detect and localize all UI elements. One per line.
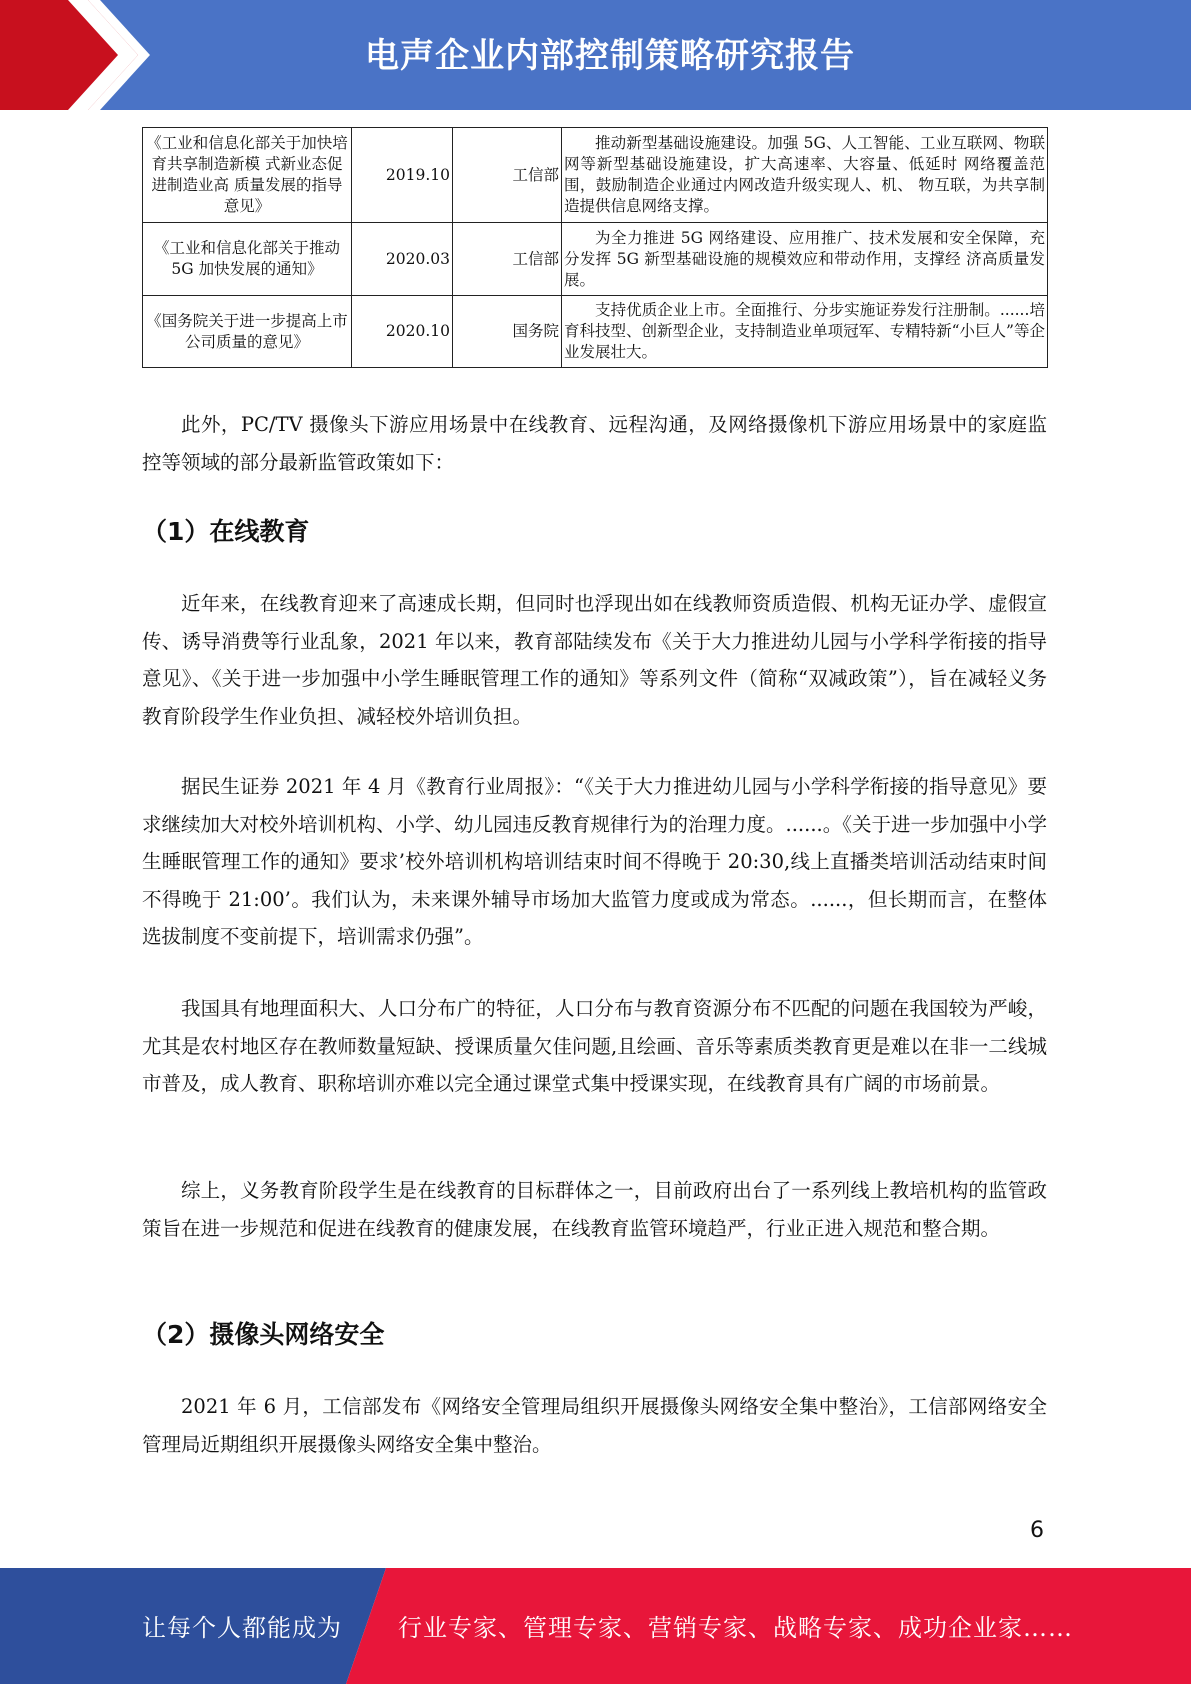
policy-dept-cell: 工信部 [453, 128, 562, 223]
paragraph: 我国具有地理面积大、人口分布广的特征，人口分布与教育资源分布不匹配的问题在我国较为严峻，尤其是农村地区存在教师数量短缺、授课质量欠佳问题,且绘画、音乐等素质类教育更是难以在非一二线城市普及，成人教育、职称培训亦难以完全通过课堂式集中授课实现，在线教育具有广阔的市场前景。 [142, 997, 1047, 1095]
page-header [0, 0, 1191, 110]
table-row [143, 128, 1048, 223]
policy-name-cell: 《工业和信息化部关于推动 5G 加快发展的通知》 [143, 223, 352, 296]
page-number: 6 [1030, 1518, 1044, 1543]
section-heading-camera-security: （2）摄像头网络安全 [142, 1320, 385, 1349]
paragraph: 2021 年 6 月，工信部发布《网络安全管理局组织开展摄像头网络安全集中整治》，工信部网络安全管理局近期组织开展摄像头网络安全集中整治。 [142, 1395, 1047, 1456]
policy-table [142, 127, 1048, 368]
paragraph: 据民生证券 2021 年 4 月《教育行业周报》：“《关于大力推进幼儿园与小学科学衔接的指导意见》要求继续加大对校外培训机构、小学、幼儿园违反教育规律行为的治理力度。......。《关于进一步加强中小学生睡眠管理工作的通知》要求’校外培训机构培训结束时间不得晚于 20:30,线上直播类培训活动结束时间不得晚于 21:00’。我们认为，未来课外辅导市场加大监管力度或成为常态。......，但长期而言，在整体选拔制度不变前提下，培训需求仍强”。 [142, 775, 1047, 948]
policy-date-cell: 2019.10 [352, 128, 453, 223]
policy-content-cell: 推动新型基础设施建设。加强 5G、人工智能、工业互联网、物联网等新型基础设施建设，扩大高速率、大容量、低延时 网络覆盖范围，鼓励制造企业通过内网改造升级实现人、机、 物互联，为共享制造提供信息网络支撑。 [562, 128, 1048, 223]
table-row [143, 296, 1048, 368]
page-footer [0, 1568, 1191, 1684]
paragraph: 近年来，在线教育迎来了高速成长期，但同时也浮现出如在线教师资质造假、机构无证办学、虚假宣传、诱导消费等行业乱象，2021 年以来，教育部陆续发布《关于大力推进幼儿园与小学科学衔接的指导意见》、《关于进一步加强中小学生睡眠管理工作的通知》等系列文件（简称“双减政策”），旨在减轻义务教育阶段学生作业负担、减轻校外培训负担。 [142, 592, 1047, 728]
paragraph: 综上，义务教育阶段学生是在线教育的目标群体之一，目前政府出台了一系列线上教培机构的监管政策旨在进一步规范和促进在线教育的健康发展，在线教育监管环境趋严，行业正进入规范和整合期。 [142, 1179, 1047, 1240]
policy-dept-cell: 工信部 [453, 223, 562, 296]
footer-slogan-left: 让每个人都能成为 [142, 1614, 342, 1642]
policy-content-cell: 为全力推进 5G 网络建设、应用推广、技术发展和安全保障，充分发挥 5G 新型基础设施的规模效应和带动作用，支撑经 济高质量发展。 [562, 223, 1048, 296]
policy-content-cell: 支持优质企业上市。全面推行、分步实施证券发行注册制。......培育科技型、创新型企业，支持制造业单项冠军、专精特新“小巨人”等企业发展壮大。 [562, 296, 1048, 368]
report-title: 电声企业内部控制策略研究报告 [365, 36, 855, 76]
policy-dept-cell: 国务院 [453, 296, 562, 368]
policy-name-cell: 《工业和信息化部关于加快培育共享制造新模 式新业态促进制造业高 质量发展的指导意见》 [143, 128, 352, 223]
table-row [143, 223, 1048, 296]
section-heading-online-education: （1）在线教育 [142, 517, 310, 546]
footer-slogan-right: 行业专家、管理专家、营销专家、战略专家、成功企业家…… [398, 1614, 1073, 1642]
intro-paragraph: 此外，PC/TV 摄像头下游应用场景中在线教育、远程沟通，及网络摄像机下游应用场景中的家庭监控等领域的部分最新监管政策如下： [142, 413, 1047, 474]
policy-date-cell: 2020.10 [352, 296, 453, 368]
policy-name-cell: 《国务院关于进一步提高上市公司质量的意见》 [143, 296, 352, 368]
policy-date-cell: 2020.03 [352, 223, 453, 296]
